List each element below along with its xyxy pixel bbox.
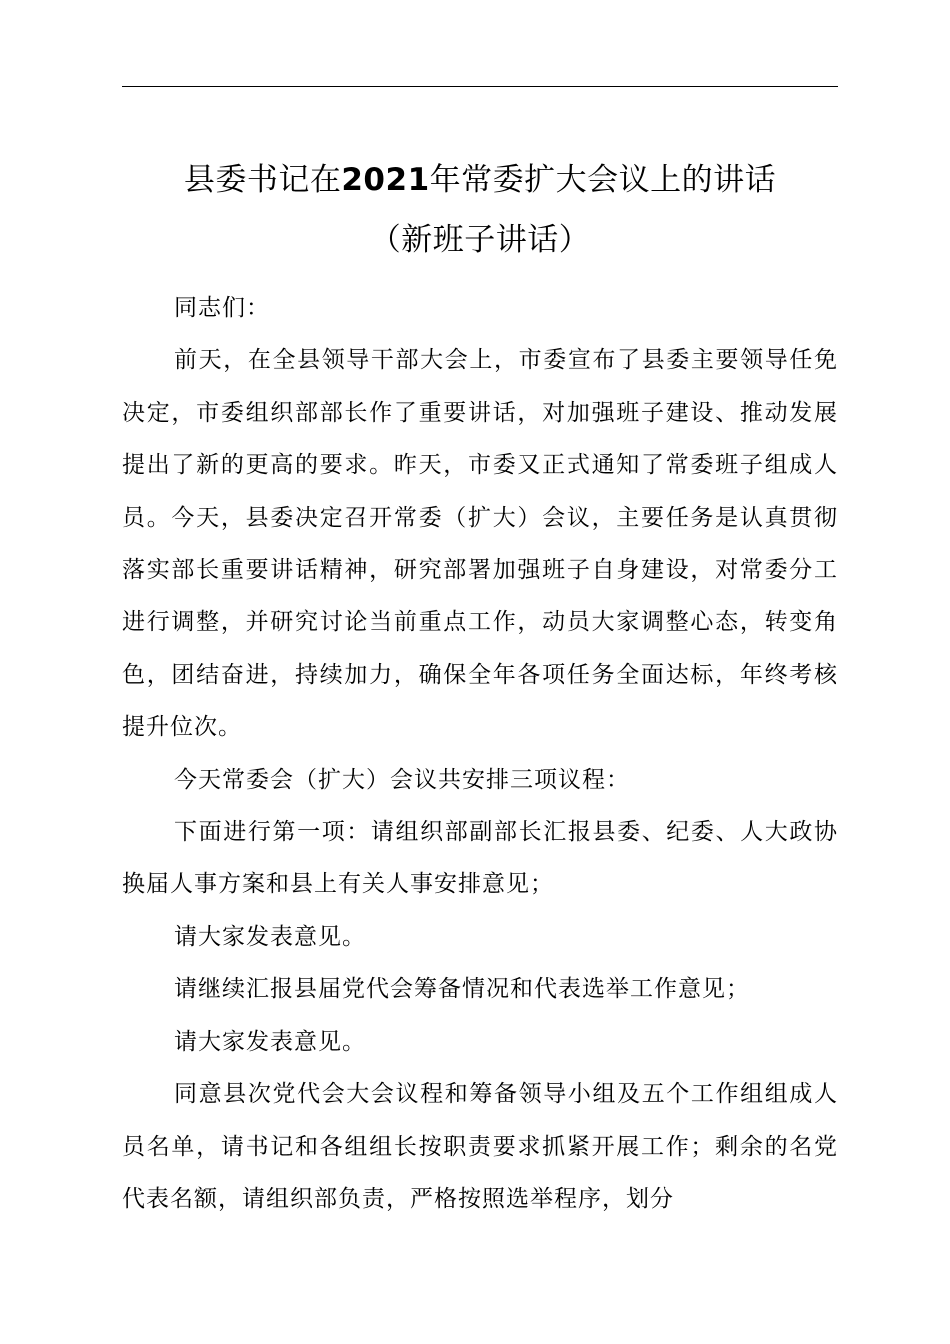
paragraph: 请大家发表意见。 <box>174 923 366 950</box>
paragraph: 请大家发表意见。 <box>174 1028 366 1055</box>
title-year: 2021 <box>341 162 430 198</box>
title-prefix: 县委书记在 <box>183 162 342 198</box>
paragraph: 今天常委会（扩大）会议共安排三项议程： <box>174 766 630 793</box>
header-rule <box>122 86 838 87</box>
document-title <box>122 150 838 270</box>
title-line-2: （新班子讲话） <box>369 222 591 258</box>
paragraph: 前天，在全县领导干部大会上，市委宣布了县委主要领导任免决定，市委组织部部长作了重要讲话，对加强班子建设、推动发展提出了新的更高的要求。昨天，市委又正式通知了常委班子组成人员。今天，县委决定召开常委（扩大）会议，主要任务是认真贯彻落实部长重要讲话精神，研究部署加强班子自身建设，对常委分工进行调整，并研究讨论当前重点工作，动员大家调整心态，转变角色，团结奋进，持续加力，确保全年各项任务全面达标，年终考核提升位次。 <box>122 347 838 741</box>
paragraph: 下面进行第一项：请组织部副部长汇报县委、纪委、人大政协换届人事方案和县上有关人事安排意见； <box>122 819 838 898</box>
document-body <box>122 282 838 1225</box>
title-line-1 <box>122 150 838 210</box>
paragraph: 请继续汇报县届党代会筹备情况和代表选举工作意见； <box>174 976 750 1003</box>
paragraph: 同意县次党代会大会议程和筹备领导小组及五个工作组组成人员名单，请书记和各组组长按职责要求抓紧开展工作；剩余的名党代表名额，请组织部负责，严格按照选举程序，划分 <box>122 1081 838 1212</box>
title-suffix: 年常委扩大会议上的讲话 <box>429 162 777 198</box>
paragraph-salutation: 同志们： <box>174 295 270 321</box>
